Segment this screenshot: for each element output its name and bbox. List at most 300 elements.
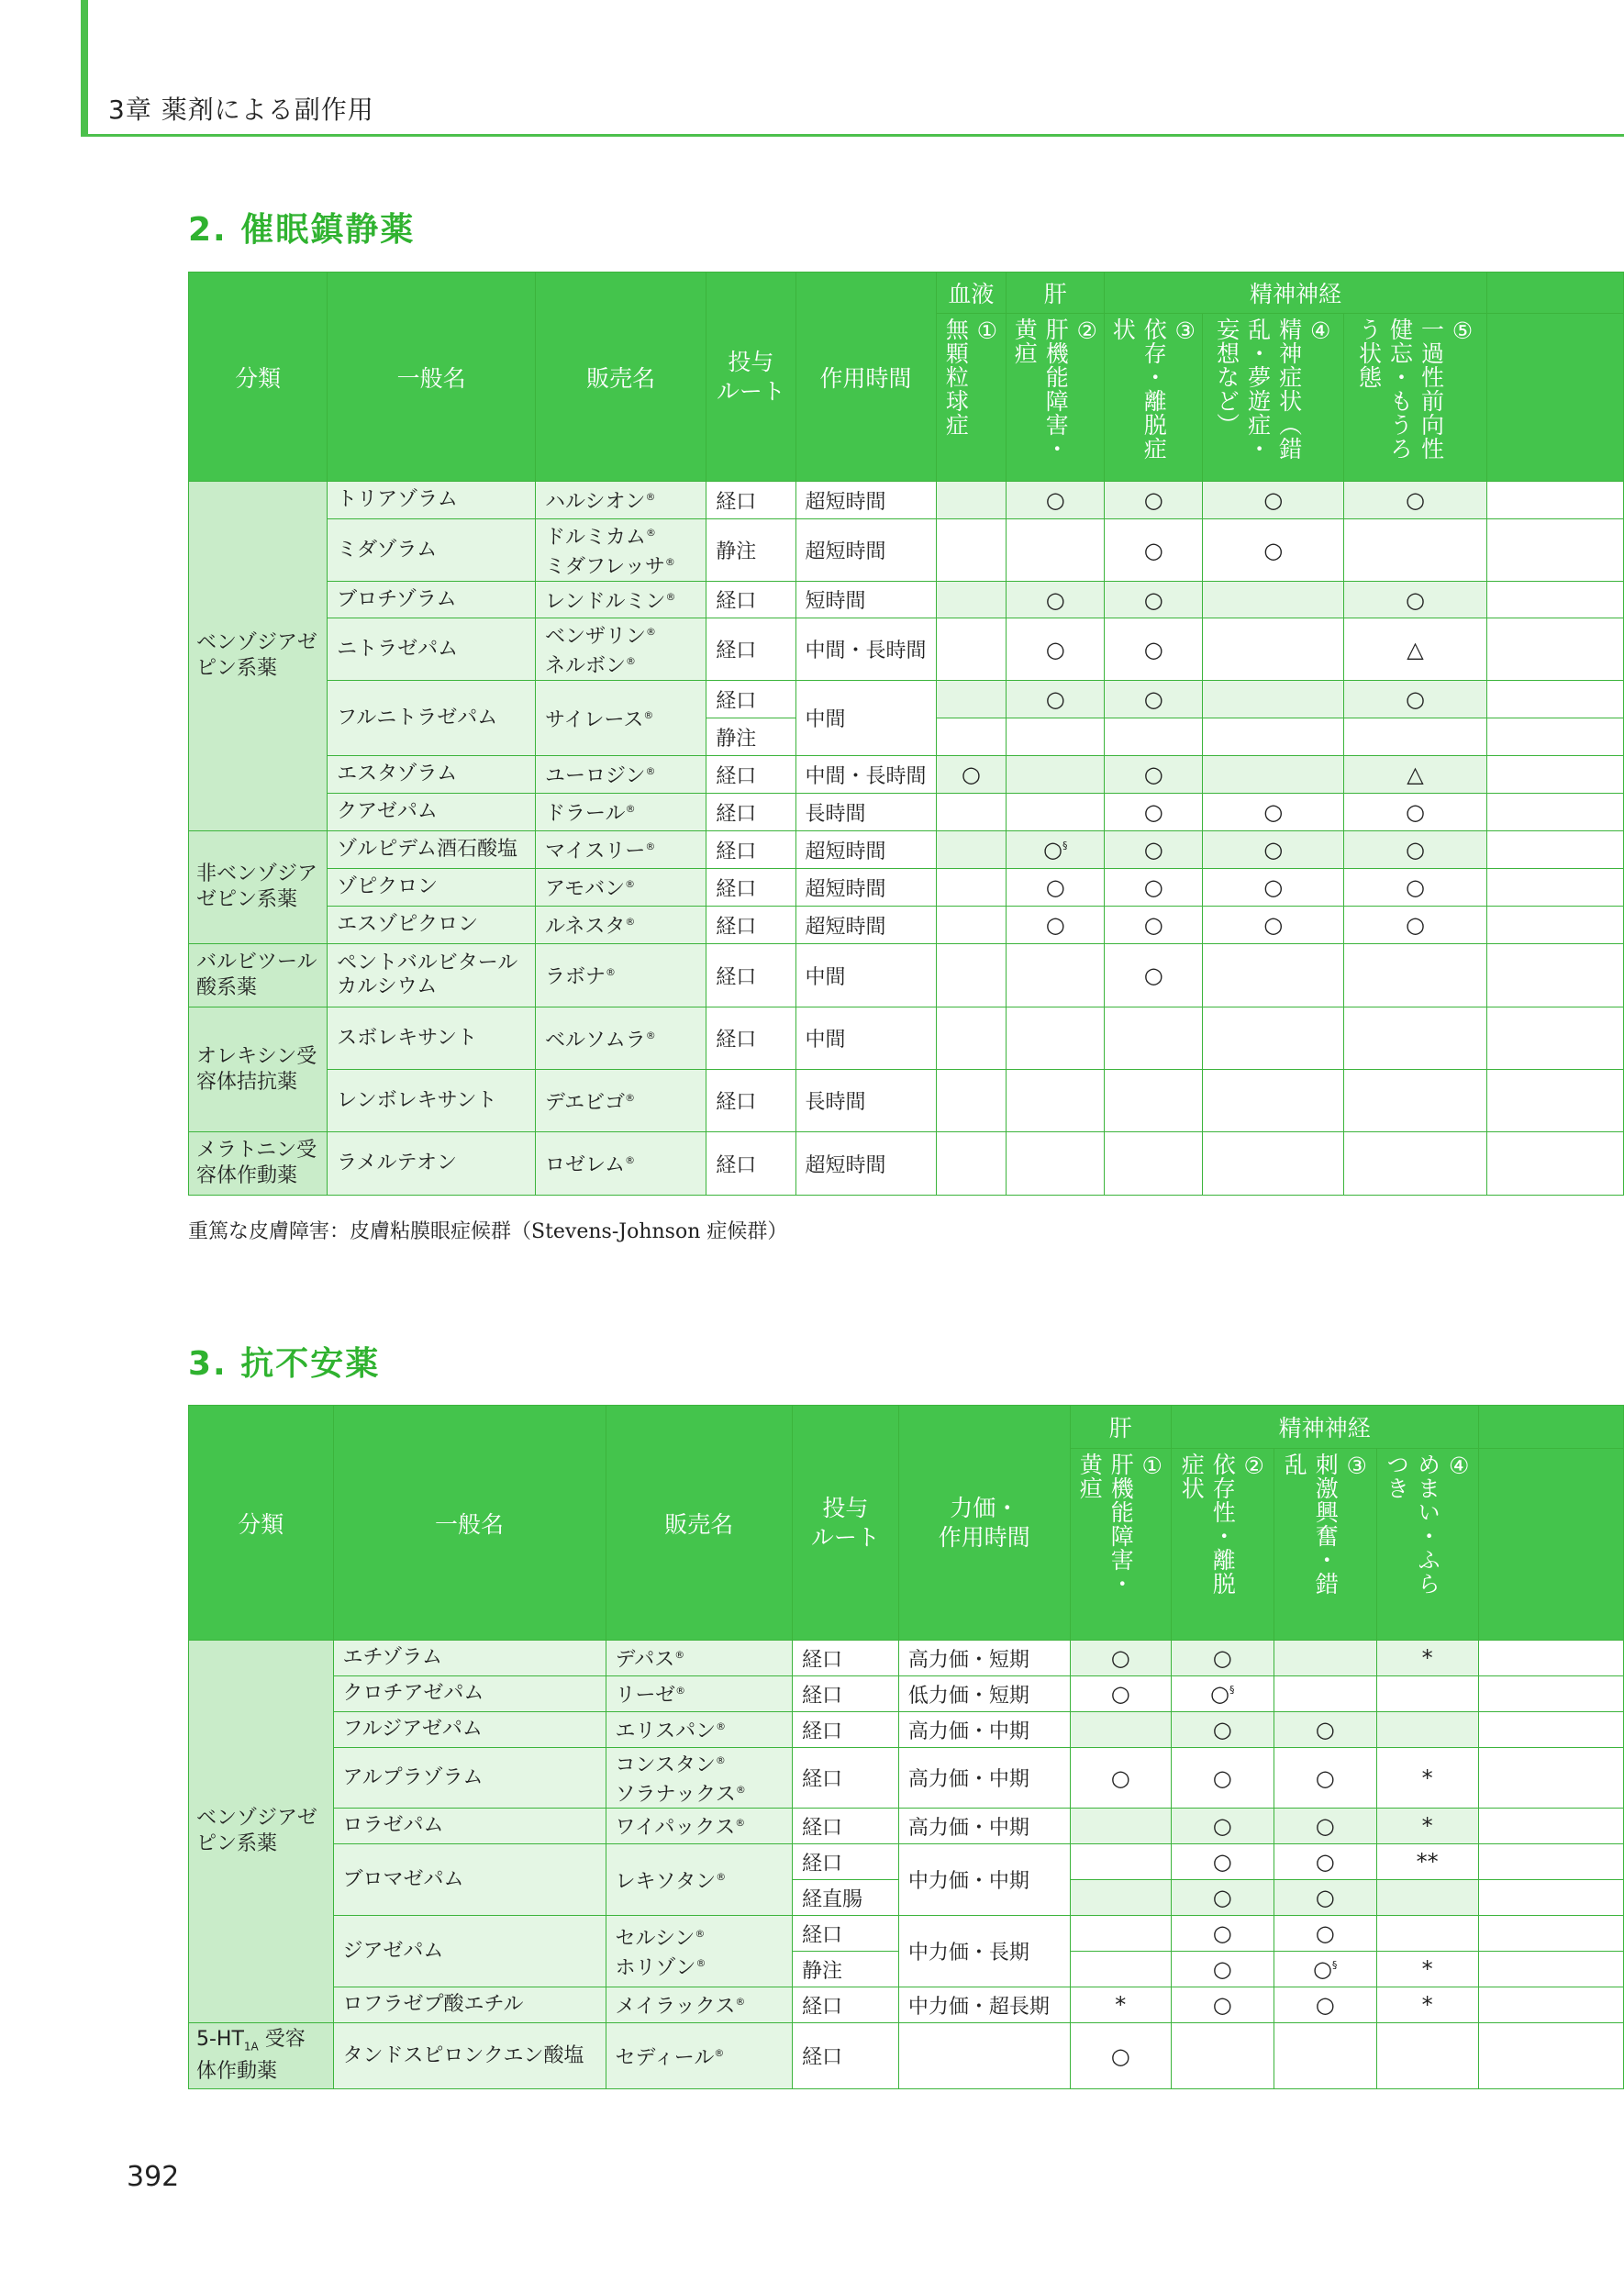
classification-cell: $5-HT_{1A}$ 受容体作動薬 (189, 2023, 334, 2089)
mark-col-1: ○ (1070, 1748, 1171, 1809)
brand-name: ルネスタ® (536, 907, 706, 944)
mark-col-1 (936, 519, 1007, 582)
generic-name: アルプラゾラム (333, 1748, 606, 1809)
subheader-col-2 (1171, 1449, 1274, 1641)
mark-col-4: ○ (1203, 869, 1344, 907)
mark-col-5: ○ (1344, 582, 1487, 618)
mark-col-3: ○ (1274, 1809, 1376, 1844)
route: 経口 (792, 1844, 898, 1880)
mark-col-3: ○ (1105, 618, 1203, 681)
registered-mark: ® (643, 708, 654, 721)
header-brand-name: 販売名 (536, 273, 706, 482)
subheader-col-4 (1376, 1449, 1478, 1641)
registered-mark: ® (665, 590, 676, 603)
blank-cell (1478, 1916, 1623, 1952)
subheader-col-5 (1344, 314, 1487, 482)
mark-col-3: ○ (1274, 1712, 1376, 1748)
generic-name: ブロチゾラム (328, 582, 536, 618)
blank-cell (1486, 869, 1623, 907)
table-row (189, 1916, 1624, 1952)
route: 経口 (706, 1070, 795, 1132)
hypnotics-table (188, 272, 1624, 1196)
brand-name: アモバン® (536, 869, 706, 907)
registered-mark: ® (674, 1649, 685, 1662)
registered-mark: ® (716, 1870, 727, 1883)
subheader-text: ③ 刺激興奮・錯乱 (1281, 1453, 1371, 1596)
mark-col-5 (1344, 944, 1487, 1007)
mark-col-3: ○ (1105, 907, 1203, 944)
brand-name: ワイパックス® (606, 1809, 792, 1844)
header-classification: 分類 (189, 273, 328, 482)
table-row (189, 681, 1624, 718)
mark-col-2: ○ (1007, 482, 1105, 519)
blank-cell (1486, 1132, 1623, 1196)
duration: 中間・長時間 (795, 618, 936, 681)
mark-col-2: ○ (1007, 681, 1105, 718)
duration: 中間 (795, 1007, 936, 1070)
subheader-col-3 (1274, 1449, 1376, 1641)
generic-name: スボレキサント (328, 1007, 536, 1070)
table-row (189, 1748, 1624, 1809)
blank-cell (1486, 756, 1623, 794)
generic-name: ニトラゼパム (328, 618, 536, 681)
mark-col-4 (1203, 618, 1344, 681)
table-row (189, 831, 1624, 869)
route: 静注 (706, 718, 795, 756)
header-brand-name: 販売名 (606, 1406, 792, 1641)
route: 経口 (706, 582, 795, 618)
duration: 中力価・中期 (898, 1844, 1070, 1916)
mark-col-2 (1007, 756, 1105, 794)
route: 経口 (792, 2023, 898, 2089)
mark-col-1 (936, 944, 1007, 1007)
subheader-blank (1486, 314, 1623, 482)
mark-col-4: ○ (1203, 519, 1344, 582)
route: 経口 (792, 1987, 898, 2023)
mark-col-2 (1007, 718, 1105, 756)
subheader-blank (1478, 1449, 1623, 1641)
registered-mark: ® (714, 2047, 725, 2060)
brand-name: ハルシオン® (536, 482, 706, 519)
registered-mark: ® (735, 1817, 746, 1830)
registered-mark: ® (715, 1754, 726, 1767)
generic-name: クロチアゼパム (333, 1676, 606, 1712)
group-liver: 肝 (1007, 273, 1105, 314)
route: 経口 (706, 907, 795, 944)
mark-col-1: * (1070, 1987, 1171, 2023)
mark-col-4: * (1376, 1641, 1478, 1676)
mark-col-1 (1070, 1844, 1171, 1880)
brand-name: レキソタン® (606, 1844, 792, 1916)
mark-col-2: ○ (1171, 1880, 1274, 1916)
mark-col-2: ○ (1171, 1952, 1274, 1987)
mark-col-4 (1376, 1712, 1478, 1748)
generic-name: ゾピクロン (328, 869, 536, 907)
generic-name: フルジアゼパム (333, 1712, 606, 1748)
mark-col-5: ○ (1344, 907, 1487, 944)
section-2-title: 2. 催眠鎮静薬 (188, 211, 416, 249)
table-row (189, 1676, 1624, 1712)
header-potency-duration: 力価・ 作用時間 (898, 1406, 1070, 1641)
group-psych: 精神神経 (1171, 1406, 1478, 1449)
route: 経口 (706, 756, 795, 794)
mark-col-1 (936, 681, 1007, 718)
mark-col-3: ○ (1274, 1880, 1376, 1916)
mark-col-4 (1376, 2023, 1478, 2089)
brand-name: ラボナ® (536, 944, 706, 1007)
mark-col-1 (1070, 1880, 1171, 1916)
table-row (189, 1809, 1624, 1844)
registered-mark: ® (735, 1783, 746, 1796)
route: 経口 (706, 869, 795, 907)
mark-col-3 (1274, 1641, 1376, 1676)
generic-name: ペントバルビタールカルシウム (328, 944, 536, 1007)
mark-col-3: ○ (1105, 944, 1203, 1007)
classification-cell: バルビツール酸系薬 (189, 944, 328, 1007)
mark-col-1 (1070, 1809, 1171, 1844)
route: 経口 (792, 1809, 898, 1844)
mark-col-1 (936, 482, 1007, 519)
mark-col-4: ○ (1203, 482, 1344, 519)
subheader-text: ⑤ 一過性前向性健忘・もうろう状態 (1355, 317, 1476, 461)
blank-cell (1486, 831, 1623, 869)
mark-col-1 (936, 907, 1007, 944)
mark-col-3 (1105, 718, 1203, 756)
route: 経口 (706, 618, 795, 681)
brand-name: セディール® (606, 2023, 792, 2089)
duration: 超短時間 (795, 907, 936, 944)
brand-name: デエビゴ® (536, 1070, 706, 1132)
mark-col-4: ○ (1203, 907, 1344, 944)
route: 経口 (792, 1641, 898, 1676)
section-mark: § (1062, 840, 1068, 852)
header-blank (1478, 1406, 1623, 1449)
mark-col-4: ○ (1203, 831, 1344, 869)
route: 経口 (706, 794, 795, 831)
brand-name: ドラール® (536, 794, 706, 831)
mark-col-2: ○ (1171, 1844, 1274, 1880)
brand-name: ベルソムラ® (536, 1007, 706, 1070)
mark-col-4 (1203, 582, 1344, 618)
header-duration: 作用時間 (795, 273, 936, 482)
mark-col-1 (936, 618, 1007, 681)
mark-col-5: △ (1344, 618, 1487, 681)
mark-col-2 (1007, 519, 1105, 582)
mark-col-5 (1344, 718, 1487, 756)
table-row (189, 2023, 1624, 2089)
mark-col-5: △ (1344, 756, 1487, 794)
duration: 超短時間 (795, 519, 936, 582)
header-generic-name: 一般名 (328, 273, 536, 482)
route: 経口 (706, 482, 795, 519)
route: 経口 (706, 1007, 795, 1070)
generic-name: ゾルピデム酒石酸塩 (328, 831, 536, 869)
duration: 中間 (795, 944, 936, 1007)
brand-name: コンスタン® ソラナックス® (606, 1748, 792, 1809)
duration: 低力価・短期 (898, 1676, 1070, 1712)
table-row (189, 944, 1624, 1007)
mark-col-1: ○ (1070, 1641, 1171, 1676)
subheader-col-1 (936, 314, 1007, 482)
blank-cell (1486, 794, 1623, 831)
mark-col-3: ○ (1105, 794, 1203, 831)
header-route: 投与 ルート (792, 1406, 898, 1641)
subheader-col-4 (1203, 314, 1344, 482)
subheader-text: ② 肝機能障害・黄疸 (1011, 317, 1101, 461)
registered-mark: ® (646, 527, 657, 540)
registered-mark: ® (645, 1029, 656, 1041)
mark-col-5: ○ (1344, 831, 1487, 869)
route: 経口 (792, 1676, 898, 1712)
chapter-title: 3章 薬剤による副作用 (108, 95, 374, 125)
brand-name: ユーロジン® (536, 756, 706, 794)
anxiolytics-table (188, 1405, 1624, 2089)
duration: 中力価・超長期 (898, 1987, 1070, 2023)
group-psych: 精神神経 (1105, 273, 1487, 314)
mark-col-3: ○§ (1274, 1952, 1376, 1987)
registered-mark: ® (625, 878, 636, 891)
mark-col-5 (1344, 1132, 1487, 1196)
mark-col-4 (1376, 1916, 1478, 1952)
mark-col-3: ○ (1274, 1748, 1376, 1809)
table-row (189, 519, 1624, 582)
mark-col-2: ○ (1007, 907, 1105, 944)
mark-col-3: ○ (1105, 681, 1203, 718)
registered-mark: ® (626, 654, 637, 667)
blank-cell (1486, 681, 1623, 718)
registered-mark: ® (695, 1956, 706, 1969)
registered-mark: ® (625, 803, 636, 816)
mark-col-4 (1203, 1007, 1344, 1070)
group-liver: 肝 (1070, 1406, 1171, 1449)
brand-name: メイラックス® (606, 1987, 792, 2023)
duration: 長時間 (795, 794, 936, 831)
table-row (189, 1844, 1624, 1880)
duration: 高力価・中期 (898, 1712, 1070, 1748)
route: 経口 (792, 1916, 898, 1952)
mark-col-2 (1007, 1132, 1105, 1196)
subheader-text: ① 無顆粒球症 (942, 317, 1001, 437)
mark-col-4: ○ (1203, 794, 1344, 831)
table-row (189, 482, 1624, 519)
registered-mark: ® (646, 626, 657, 639)
generic-name: トリアゾラム (328, 482, 536, 519)
registered-mark: ® (606, 966, 617, 979)
mark-col-4 (1376, 1880, 1478, 1916)
mark-col-4: * (1376, 1987, 1478, 2023)
mark-col-2: ○§ (1171, 1676, 1274, 1712)
mark-col-1 (936, 1007, 1007, 1070)
generic-name: エスゾピクロン (328, 907, 536, 944)
mark-col-1 (936, 1132, 1007, 1196)
mark-col-4: * (1376, 1748, 1478, 1809)
route: 経口 (706, 681, 795, 718)
table-row (189, 907, 1624, 944)
generic-name: エチゾラム (333, 1641, 606, 1676)
brand-name: リーゼ® (606, 1676, 792, 1712)
blank-cell (1478, 2023, 1623, 2089)
registered-mark: ® (735, 1996, 746, 2009)
mark-col-3 (1105, 1070, 1203, 1132)
mark-col-2: ○ (1171, 1748, 1274, 1809)
mark-col-3: ○ (1105, 831, 1203, 869)
classification-cell: 非ベンゾジアゼピン系薬 (189, 831, 328, 944)
table-row (189, 794, 1624, 831)
registered-mark: ® (645, 840, 656, 853)
mark-col-2: ○§ (1007, 831, 1105, 869)
generic-name: エスタゾラム (328, 756, 536, 794)
mark-col-2 (1007, 1070, 1105, 1132)
mark-col-5 (1344, 1007, 1487, 1070)
section-mark: § (1331, 1959, 1338, 1971)
mark-col-2: ○ (1007, 582, 1105, 618)
mark-col-3: ○ (1105, 582, 1203, 618)
table-row (189, 1987, 1624, 2023)
mark-col-1: ○ (936, 756, 1007, 794)
blank-cell (1486, 1070, 1623, 1132)
blank-cell (1478, 1844, 1623, 1880)
mark-col-4: * (1376, 1809, 1478, 1844)
generic-name: ジアゼパム (333, 1916, 606, 1987)
mark-col-4 (1203, 681, 1344, 718)
generic-name: ブロマゼパム (333, 1844, 606, 1916)
header-generic-name: 一般名 (333, 1406, 606, 1641)
blank-cell (1478, 1952, 1623, 1987)
header-rule (81, 134, 1624, 137)
mark-col-3: ○ (1274, 1916, 1376, 1952)
mark-col-3: ○ (1274, 1844, 1376, 1880)
mark-col-5: ○ (1344, 869, 1487, 907)
registered-mark: ® (664, 555, 675, 568)
classification-cell: ベンゾジアゼピン系薬 (189, 1641, 334, 2023)
mark-col-5 (1344, 1070, 1487, 1132)
blank-cell (1478, 1987, 1623, 2023)
mark-col-1 (1070, 1712, 1171, 1748)
duration: 長時間 (795, 1070, 936, 1132)
mark-col-2: ○ (1007, 618, 1105, 681)
blank-cell (1486, 482, 1623, 519)
subheader-text: ② 依存性・離脱症状 (1178, 1453, 1268, 1596)
mark-col-5: ○ (1344, 482, 1487, 519)
mark-col-1: ○ (1070, 2023, 1171, 2089)
duration: 超短時間 (795, 869, 936, 907)
mark-col-3: ○ (1105, 756, 1203, 794)
route: 経口 (706, 1132, 795, 1196)
mark-col-2: ○ (1007, 869, 1105, 907)
generic-name: ラメルテオン (328, 1132, 536, 1196)
generic-name: ミダゾラム (328, 519, 536, 582)
duration: 短時間 (795, 582, 936, 618)
duration: 超短時間 (795, 482, 936, 519)
mark-col-4 (1203, 1070, 1344, 1132)
mark-col-4 (1203, 1132, 1344, 1196)
generic-name: タンドスピロンクエン酸塩 (333, 2023, 606, 2089)
group-blood: 血液 (936, 273, 1007, 314)
blank-cell (1486, 718, 1623, 756)
subheader-col-3 (1105, 314, 1203, 482)
duration: 高力価・中期 (898, 1748, 1070, 1809)
blank-cell (1478, 1809, 1623, 1844)
brand-name: デパス® (606, 1641, 792, 1676)
blank-cell (1486, 618, 1623, 681)
table-row (189, 1712, 1624, 1748)
duration: 高力価・短期 (898, 1641, 1070, 1676)
mark-col-5 (1344, 519, 1487, 582)
mark-col-1 (936, 869, 1007, 907)
header-route: 投与 ルート (706, 273, 795, 482)
generic-name: フルニトラゼパム (328, 681, 536, 756)
mark-col-3 (1274, 2023, 1376, 2089)
mark-col-3: ○ (1105, 869, 1203, 907)
brand-name: エリスパン® (606, 1712, 792, 1748)
generic-name: ロフラゼプ酸エチル (333, 1987, 606, 2023)
mark-col-3 (1274, 1676, 1376, 1712)
table-row (189, 756, 1624, 794)
blank-cell (1478, 1748, 1623, 1809)
route: 静注 (706, 519, 795, 582)
table-row (189, 1070, 1624, 1132)
blank-cell (1486, 907, 1623, 944)
mark-col-1 (1070, 1916, 1171, 1952)
mark-col-2 (1007, 794, 1105, 831)
blank-cell (1478, 1641, 1623, 1676)
route: 経口 (706, 944, 795, 1007)
table-row (189, 618, 1624, 681)
duration: 中間 (795, 681, 936, 756)
subheader-col-2 (1007, 314, 1105, 482)
registered-mark: ® (625, 1091, 636, 1104)
registered-mark: ® (625, 1154, 636, 1167)
mark-col-1 (936, 582, 1007, 618)
registered-mark: ® (675, 1685, 686, 1697)
duration: 超短時間 (795, 831, 936, 869)
mark-col-1 (936, 1070, 1007, 1132)
mark-col-3: ○ (1105, 482, 1203, 519)
mark-col-2: ○ (1171, 1809, 1274, 1844)
brand-name: レンドルミン® (536, 582, 706, 618)
section-mark: § (1229, 1684, 1235, 1696)
blank-cell (1486, 582, 1623, 618)
mark-col-2 (1007, 944, 1105, 1007)
blank-cell (1478, 1676, 1623, 1712)
subheader-text: ① 肝機能障害・黄疸 (1076, 1453, 1166, 1596)
table-row (189, 582, 1624, 618)
page-number: 392 (127, 2161, 180, 2193)
generic-name: ロラゼパム (333, 1809, 606, 1844)
subheader-text: ③ 依存・離脱症状 (1109, 317, 1199, 461)
mark-col-4 (1376, 1676, 1478, 1712)
table-row (189, 1007, 1624, 1070)
mark-col-2: ○ (1171, 1987, 1274, 2023)
table-row (189, 869, 1624, 907)
mark-col-5: ○ (1344, 794, 1487, 831)
brand-name: セルシン® ホリゾン® (606, 1916, 792, 1987)
mark-col-2: ○ (1171, 1641, 1274, 1676)
duration: 高力価・中期 (898, 1809, 1070, 1844)
footnote: 重篤な皮膚障害：皮膚粘膜眼症候群（Stevens-Johnson 症候群） (188, 1220, 788, 1243)
subheader-col-1 (1070, 1449, 1171, 1641)
mark-col-4 (1203, 756, 1344, 794)
mark-col-3 (1105, 1132, 1203, 1196)
duration (898, 2023, 1070, 2089)
mark-col-5: ○ (1344, 681, 1487, 718)
mark-col-3: ○ (1105, 519, 1203, 582)
registered-mark: ® (695, 1928, 706, 1941)
route: 経口 (792, 1748, 898, 1809)
classification-cell: ベンゾジアゼピン系薬 (189, 482, 328, 831)
mark-col-1 (936, 831, 1007, 869)
mark-col-2: ○ (1171, 1712, 1274, 1748)
